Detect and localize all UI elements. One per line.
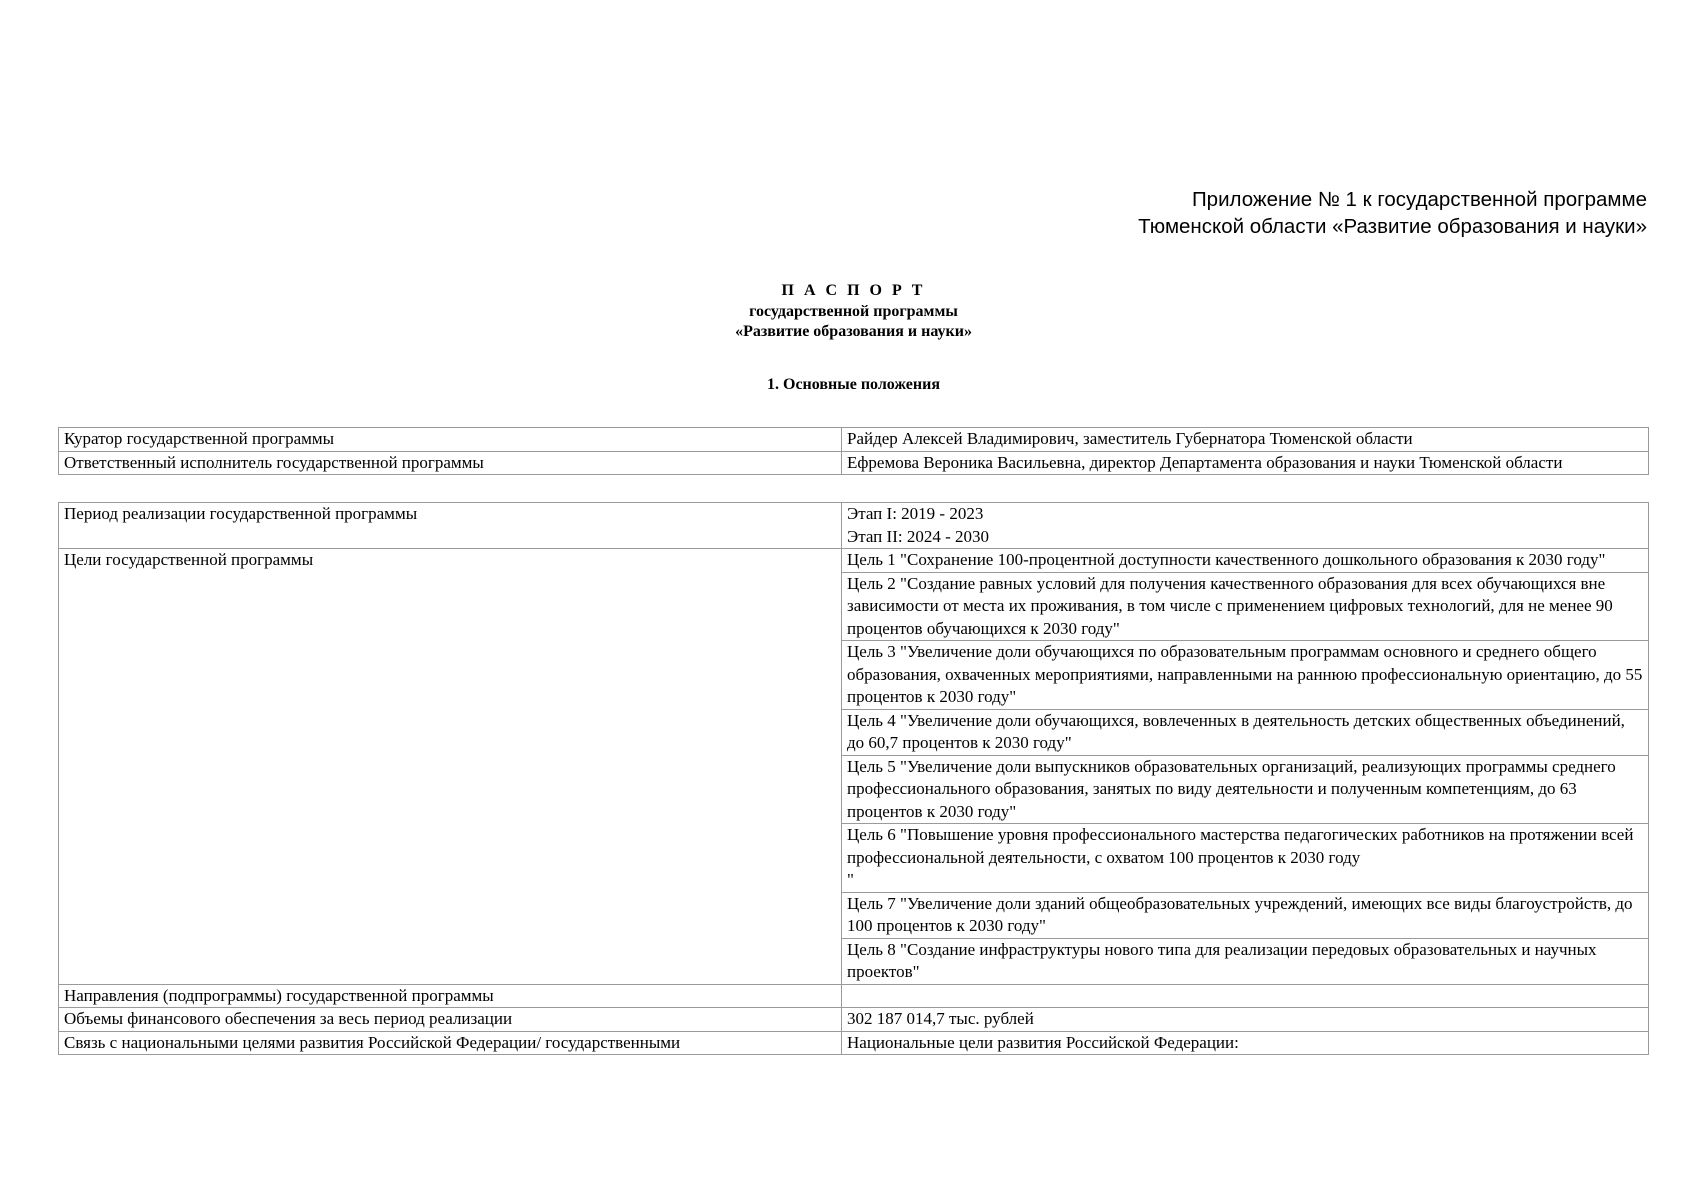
goal-item-8: Цель 8 "Создание инфраструктуры нового типа для реализации передовых образовательных и научных проектов" [842, 938, 1648, 984]
goal-item-3: Цель 3 "Увеличение доли обучающихся по образовательным программам основного и среднего общего образования, охваченных мероприятиями, направленными на раннюю профессиональную ориентацию, до 55 процентов к 2030 году" [842, 640, 1648, 709]
section-title: 1. Основные положения [767, 376, 940, 393]
appendix-line-2: Тюменской области «Развитие образования и науки» [1138, 215, 1647, 238]
passport-title-line-2: государственной программы [749, 302, 958, 320]
goal-item-5: Цель 5 "Увеличение доли выпускников образовательных организаций, реализующих программы среднего профессионального образования, занятых по виду деятельности и полученным компетенциям, до 63 процентов к 2030 году" [842, 755, 1648, 824]
goals-list [842, 549, 1649, 985]
passport-title-main: П А С П О Р Т [781, 282, 926, 299]
table-row [59, 1031, 1649, 1055]
period-stage-1: Этап I: 2019 - 2023 [847, 504, 984, 523]
goals-label: Цели государственной программы [59, 549, 842, 985]
executor-label: Ответственный исполнитель государственной программы [59, 451, 842, 475]
period-value [842, 503, 1649, 549]
national-goals-label: Связь с национальными целями развития Российской Федерации/ государственными [59, 1031, 842, 1055]
period-stage-2: Этап II: 2024 - 2030 [847, 526, 989, 546]
responsibility-table [58, 427, 1649, 475]
program-details-table [58, 502, 1649, 1055]
table-row [59, 984, 1649, 1008]
table-row [59, 549, 1649, 985]
goal-item-7: Цель 7 "Увеличение доли зданий общеобразовательных учреждений, имеющих все виды благоустройств, до 100 процентов к 2030 году" [842, 892, 1648, 938]
funding-label: Объемы финансового обеспечения за весь период реализации [59, 1008, 842, 1032]
curator-label: Куратор государственной программы [59, 428, 842, 452]
curator-value: Райдер Алексей Владимирович, заместитель Губернатора Тюменской области [842, 428, 1649, 452]
table-row [59, 503, 1649, 549]
goal-item-6: Цель 6 "Повышение уровня профессионального мастерства педагогических работников на протяжении всей профессиональной деятельности, с охватом 100 процентов к 2030 году " [842, 823, 1648, 892]
period-label: Период реализации государственной программы [59, 503, 842, 549]
passport-title-line-3: «Развитие образования и науки» [735, 323, 972, 340]
appendix-header [1138, 186, 1647, 240]
appendix-line-1: Приложение № 1 к государственной программе [1191, 188, 1647, 211]
table-row [59, 1008, 1649, 1032]
goal-item-2: Цель 2 "Создание равных условий для получения качественного образования для всех обучающихся вне зависимости от места их проживания, в том числе с применением цифровых технологий, для не менее 90 процентов обучающихся к 2030 году" [842, 572, 1648, 641]
goal-item-4: Цель 4 "Увеличение доли обучающихся, вовлеченных в деятельность детских общественных объединений, до 60,7 процентов к 2030 году" [842, 709, 1648, 755]
directions-value [842, 984, 1649, 1008]
table-row [59, 428, 1649, 452]
passport-title [58, 281, 1649, 343]
executor-value: Ефремова Вероника Васильевна, директор Департамента образования и науки Тюменской области [842, 451, 1649, 475]
table-row [59, 451, 1649, 475]
goal-item-1: Цель 1 "Сохранение 100-процентной доступности качественного дошкольного образования к 2030 году" [847, 550, 1606, 569]
national-goals-value: Национальные цели развития Российской Федерации: [842, 1031, 1649, 1055]
funding-value: 302 187 014,7 тыс. рублей [842, 1008, 1649, 1032]
directions-label: Направления (подпрограммы) государственной программы [59, 984, 842, 1008]
